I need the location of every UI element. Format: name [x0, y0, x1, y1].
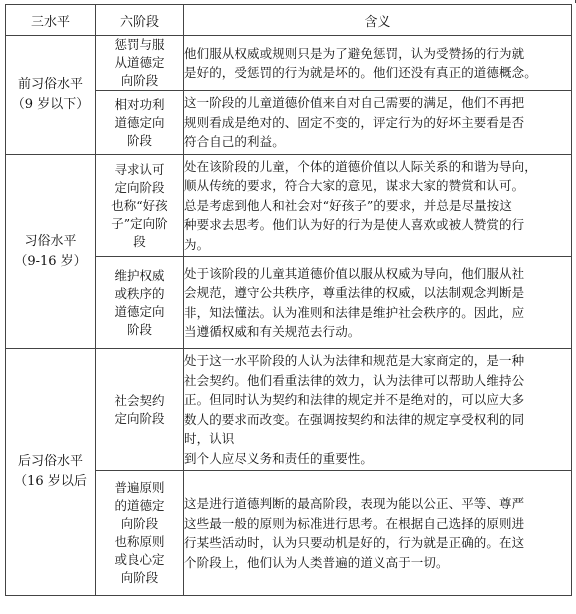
meaning-line: 时，认识 [184, 431, 235, 446]
meaning-line: 为。 [184, 236, 210, 252]
header-stages: 六阶段 [96, 5, 184, 36]
table-row [6, 155, 572, 257]
moral-stages-table [5, 4, 572, 596]
stage-line: 阶段 [126, 132, 152, 148]
stage-line: 或秩序的 [114, 285, 165, 301]
stage-line: 向阶段 [120, 73, 159, 88]
stage-line: 维护权威 [114, 267, 165, 283]
meaning-line: 这些最一般的原则为标准进行思考。在根据自己选择的原则进 [184, 515, 525, 531]
meaning-line: 种要求去思考。他们认为好的行为是使人喜欢或被人赞赏的行 [184, 217, 525, 233]
level-name: 后习俗水平 [17, 454, 83, 469]
header-levels: 三水平 [6, 5, 96, 36]
meaning-line: 会规范，遵守公共秩序，尊重法律的权威，以法制观念判断是 [184, 285, 525, 300]
stage-line: 寻求认可 [114, 161, 165, 177]
stage-line: 道德定向 [114, 303, 165, 319]
meaning-line: 这一阶段的儿童道德价值来自对自己需要的满足，他们不再把 [184, 95, 525, 111]
meaning-line: 总是考虑到他人和社会对“好孩子”的要求，并总是尽量按这 [184, 197, 512, 213]
level-name: 习俗水平 [24, 233, 77, 249]
stage-line: 社会契约 [114, 392, 165, 408]
meaning-cell [184, 257, 572, 349]
meaning-line: 处在该阶段的儿童，个体的道德价值以人际关系的和谐为导向， [184, 158, 537, 174]
meaning-line: 正。但同时认为契约和法律的规定并不是绝对的，可以应大多 [184, 392, 525, 407]
stage-line: 定向阶段 [114, 179, 165, 195]
stage-line: 的道德定 [114, 498, 165, 513]
level-age: （9-16 岁） [14, 253, 87, 269]
level-age: （16 岁以后 [14, 474, 87, 489]
meaning-line: 非，知法懂法。认为准则和法律是维护社会秩序的。因此，应 [184, 304, 525, 320]
stage-line: 阶段 [126, 321, 152, 337]
stage-line: 相对功利 [114, 96, 165, 112]
stage-line: 也称“好孩 [111, 197, 168, 213]
stage-cell [96, 471, 184, 596]
meaning-cell [184, 155, 572, 257]
meaning-line: 是好的，受惩罚的行为就是坏的。他们还没有真正的道德概念。 [184, 65, 537, 80]
level-age: （9 岁以下） [11, 97, 90, 112]
level-name: 前习俗水平 [17, 77, 83, 92]
meaning-line: 当遵循权威和有关规范去行动。 [184, 324, 361, 339]
level-cell-preconventional [6, 36, 96, 155]
level-cell-postconventional [6, 349, 96, 596]
table-row [6, 349, 572, 471]
stage-cell [96, 36, 184, 91]
level-cell-conventional [6, 155, 96, 349]
meaning-line: 社会契约。他们看重法律的效力，认为法律可以帮助人维持公 [184, 372, 525, 388]
meaning-line: 处于这一水平阶段的人认为法律和规范是大家商定的，是一种 [184, 353, 525, 368]
meaning-line: 规则看成是绝对的、固定不变的，评定行为的好坏主要看是否 [184, 114, 525, 130]
meaning-cell [184, 471, 572, 596]
meaning-cell [184, 349, 572, 471]
meaning-line: 顺从传统的要求，符合大家的意见，谋求大家的赞赏和认可。 [184, 178, 525, 194]
table-row [6, 36, 572, 91]
stage-line: 惩罚与服 [114, 37, 165, 52]
meaning-line: 到个人应尽义务和责任的重要性。 [184, 450, 374, 466]
stage-cell [96, 257, 184, 349]
header-meaning: 含义 [184, 5, 572, 36]
stage-line: 向阶段 [120, 516, 159, 531]
stage-line: 普遍原则 [114, 480, 165, 495]
meaning-line: 这是进行道德判断的最高阶段，表现为能以公正、平等、尊严 [184, 496, 525, 511]
meaning-line: 他们服从权威或规则只是为了避免惩罚，认为受赞扬的行为就 [184, 45, 525, 61]
stage-line: 段 [133, 233, 146, 249]
meaning-line: 行某些活动时，认为只要动机是好的，行为就是正确的。在这 [184, 535, 525, 550]
meaning-line: 数人的要求而改变。在强调按契约和法律的规定享受权利的同 [184, 411, 525, 427]
stage-line: 道德定向 [114, 114, 165, 130]
stage-line: 从道德定 [114, 55, 165, 70]
meaning-line: 个阶段上，他们认为人类普遍的道义高于一切。 [184, 554, 449, 570]
stage-line: 也称原则 [114, 534, 165, 549]
meaning-line: 符合自己的利益。 [184, 134, 285, 150]
meaning-cell [184, 36, 572, 91]
stage-line: 子”定向阶 [111, 215, 168, 231]
stage-line: 或良心定 [114, 552, 165, 567]
stage-line: 定向阶段 [114, 410, 165, 426]
stage-cell [96, 349, 184, 471]
header-row [6, 5, 572, 36]
stage-line: 向阶段 [120, 570, 159, 585]
stage-cell [96, 91, 184, 155]
meaning-line: 处于该阶段的儿童其道德价值以服从权威为导向，他们服从社 [184, 265, 525, 281]
stage-cell [96, 155, 184, 257]
meaning-cell [184, 91, 572, 155]
